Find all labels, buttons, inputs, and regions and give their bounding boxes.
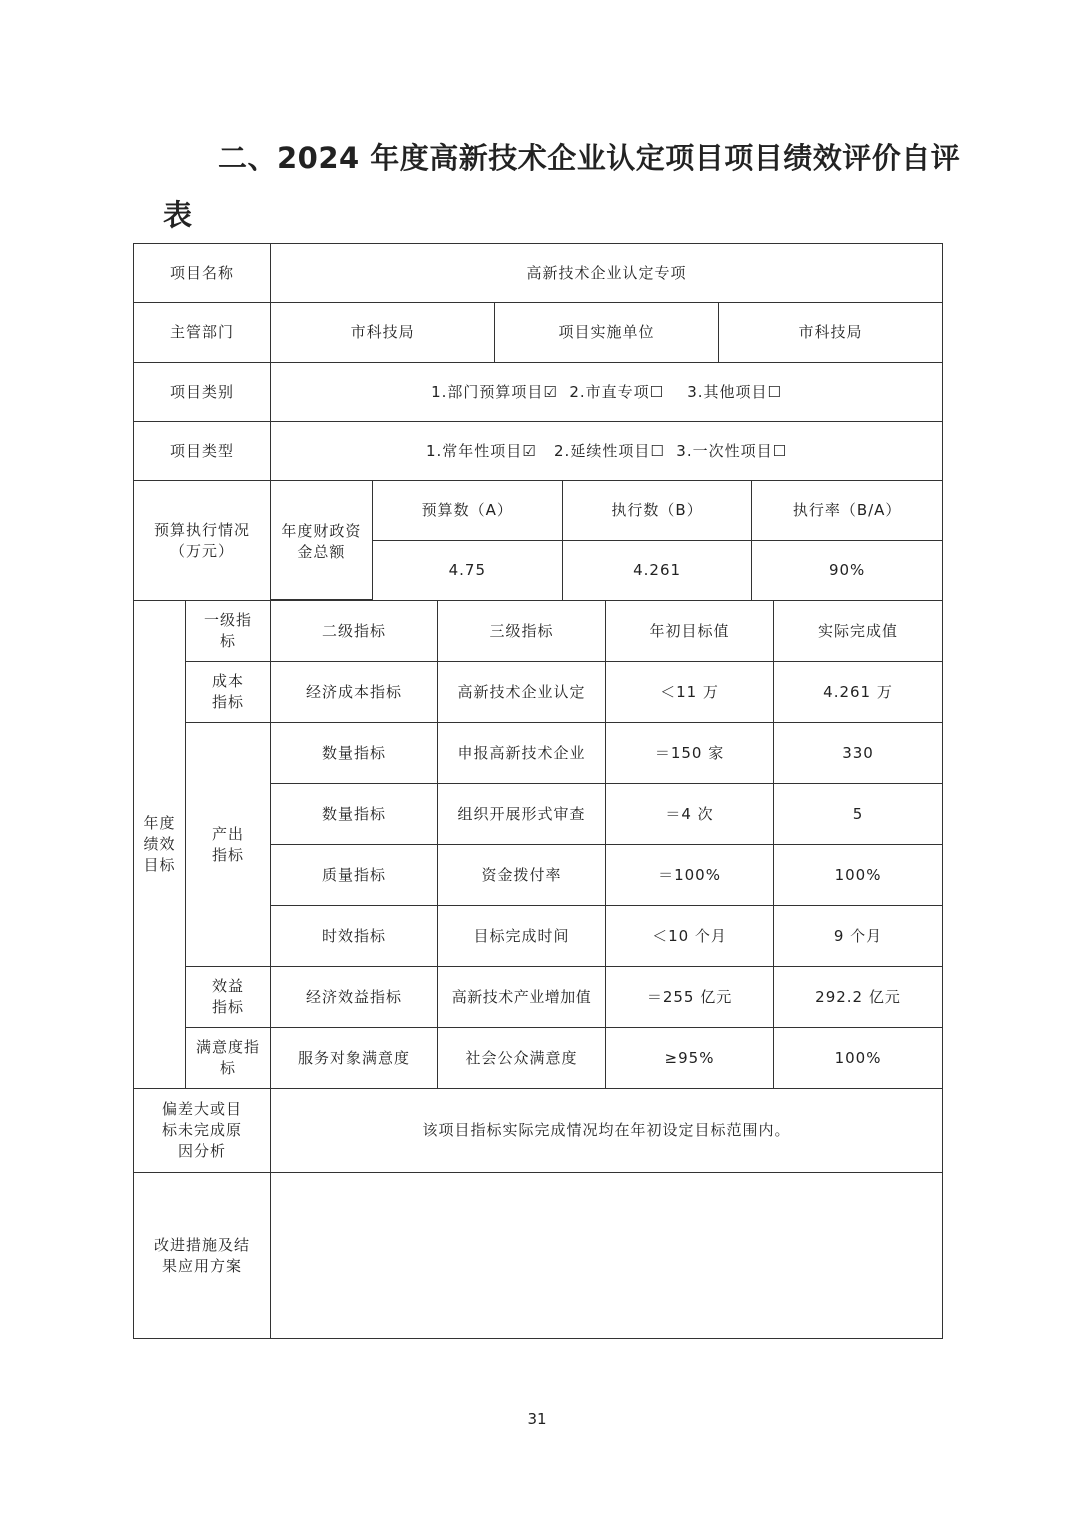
level2-cell: 时效指标 xyxy=(271,906,438,967)
level1-cell: 满意度指标 xyxy=(186,1028,271,1089)
level3-cell: 申报高新技术企业 xyxy=(438,723,606,784)
improvement-row xyxy=(134,1173,943,1339)
target-cell: ＝4 次 xyxy=(606,784,774,845)
actual-cell: 4.261 万 xyxy=(774,662,943,723)
target-cell: ＜10 个月 xyxy=(606,906,774,967)
budget-total-label: 年度财政资金总额 xyxy=(271,481,372,600)
indicator-row xyxy=(134,967,943,1028)
department-row xyxy=(134,303,943,363)
implementing-unit-value: 市科技局 xyxy=(718,303,942,362)
deviation-row xyxy=(134,1089,943,1173)
target-cell: ＝100% xyxy=(606,845,774,906)
level3-cell: 高新技术企业认定 xyxy=(438,662,606,723)
page-title: 二、2024 年度高新技术企业认定项目项目绩效评价自评 xyxy=(218,141,961,175)
level2-cell: 服务对象满意度 xyxy=(271,1028,438,1089)
department-value: 市科技局 xyxy=(271,303,495,362)
indicator-header-row xyxy=(134,601,943,662)
actual-cell: 292.2 亿元 xyxy=(774,967,943,1028)
project-name-row xyxy=(134,244,943,303)
level3-cell: 组织开展形式审查 xyxy=(438,784,606,845)
header-target: 年初目标值 xyxy=(606,601,774,662)
target-cell: ＜11 万 xyxy=(606,662,774,723)
level2-cell: 数量指标 xyxy=(271,723,438,784)
project-name-label: 项目名称 xyxy=(134,244,271,303)
department-label: 主管部门 xyxy=(134,303,271,363)
evaluation-table xyxy=(133,243,943,1339)
header-level3: 三级指标 xyxy=(438,601,606,662)
type-value: 1.常年性项目☑ 2.延续性项目☐ 3.一次性项目☐ xyxy=(271,422,943,481)
level3-cell: 目标完成时间 xyxy=(438,906,606,967)
budget-label: 预算执行情况（万元） xyxy=(134,481,271,601)
project-name-value: 高新技术企业认定专项 xyxy=(271,244,943,303)
level2-cell: 质量指标 xyxy=(271,845,438,906)
target-cell: ＝255 亿元 xyxy=(606,967,774,1028)
indicator-row xyxy=(134,662,943,723)
level1-cell: 产出指标 xyxy=(186,723,271,967)
budget-header-b: 执行数（B） xyxy=(562,481,751,540)
indicator-row xyxy=(134,1028,943,1089)
type-row xyxy=(134,422,943,481)
type-label: 项目类型 xyxy=(134,422,271,481)
page-title-continuation: 表 xyxy=(163,198,193,232)
target-cell: ≥95% xyxy=(606,1028,774,1089)
budget-value-b: 4.261 xyxy=(562,540,751,599)
header-level2: 二级指标 xyxy=(271,601,438,662)
header-level1: 一级指标 xyxy=(186,601,271,662)
budget-header-a: 预算数（A） xyxy=(372,481,562,540)
category-row xyxy=(134,363,943,422)
target-cell: ＝150 家 xyxy=(606,723,774,784)
implementing-unit-label: 项目实施单位 xyxy=(495,303,719,362)
deviation-value: 该项目指标实际完成情况均在年初设定目标范围内。 xyxy=(271,1089,943,1173)
actual-cell: 100% xyxy=(774,845,943,906)
level3-cell: 高新技术产业增加值 xyxy=(438,967,606,1028)
actual-cell: 100% xyxy=(774,1028,943,1089)
category-label: 项目类别 xyxy=(134,363,271,422)
actual-cell: 9 个月 xyxy=(774,906,943,967)
level3-cell: 社会公众满意度 xyxy=(438,1028,606,1089)
level3-cell: 资金拨付率 xyxy=(438,845,606,906)
deviation-label: 偏差大或目标未完成原因分析 xyxy=(134,1089,271,1173)
budget-value-a: 4.75 xyxy=(372,540,562,599)
improvement-label: 改进措施及结果应用方案 xyxy=(134,1173,271,1339)
level2-cell: 数量指标 xyxy=(271,784,438,845)
category-value: 1.部门预算项目☑ 2.市直专项☐ 3.其他项目☐ xyxy=(271,363,943,422)
header-actual: 实际完成值 xyxy=(774,601,943,662)
actual-cell: 5 xyxy=(774,784,943,845)
budget-row xyxy=(134,481,943,601)
budget-value-rate: 90% xyxy=(752,540,942,599)
level2-cell: 经济成本指标 xyxy=(271,662,438,723)
page-number: 31 xyxy=(527,1410,547,1428)
actual-cell: 330 xyxy=(774,723,943,784)
indicator-row xyxy=(134,723,943,784)
budget-header-rate: 执行率（B/A） xyxy=(752,481,942,540)
level2-cell: 经济效益指标 xyxy=(271,967,438,1028)
improvement-value xyxy=(271,1173,943,1339)
level1-cell: 成本指标 xyxy=(186,662,271,723)
annual-goal-label: 年度绩效目标 xyxy=(134,601,186,1089)
level1-cell: 效益指标 xyxy=(186,967,271,1028)
